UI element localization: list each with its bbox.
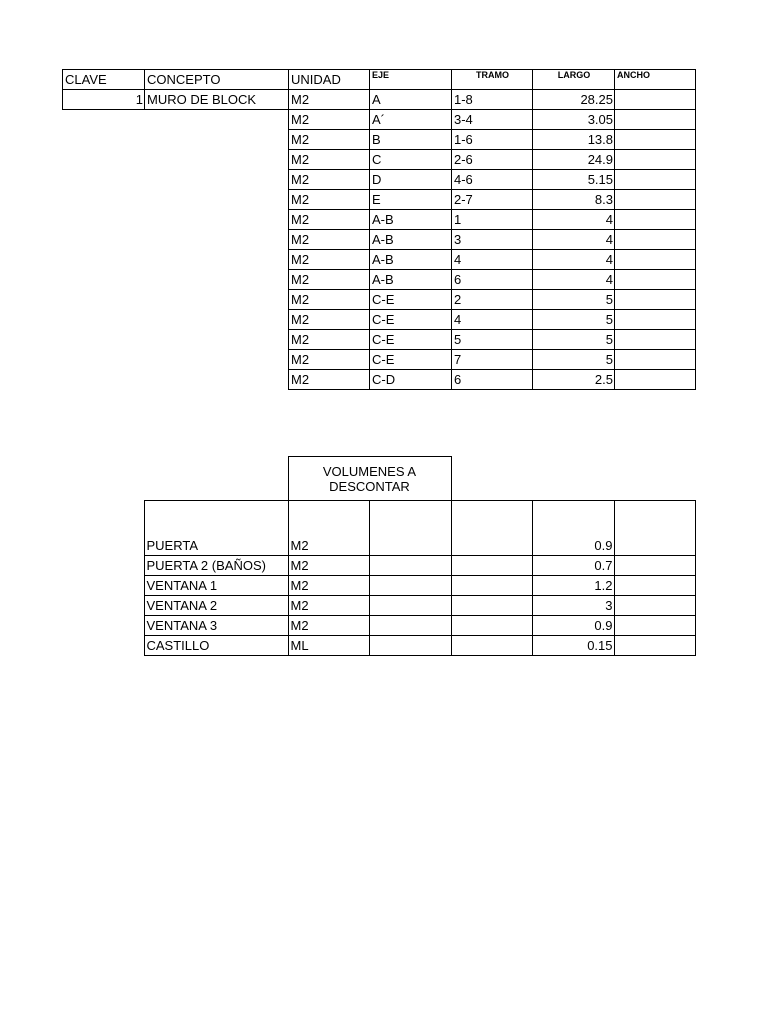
cell-largo: 5 [533,310,615,330]
cell-largo: 2.5 [533,370,615,390]
table-row [63,110,696,130]
cell-unidad: M2 [288,501,369,556]
table-row [63,270,696,290]
cell-largo: 8.3 [533,190,615,210]
cell-empty [451,556,532,576]
table-row [62,636,695,656]
cell-largo: 0.9 [532,501,614,556]
cell-largo: 5 [533,290,615,310]
cell-ancho [615,350,696,370]
cell-unidad: ML [288,636,369,656]
cell-concepto: VENTANA 1 [144,576,288,596]
header-largo: LARGO [533,70,615,90]
table-row [63,210,696,230]
cell-eje: A-B [370,250,452,270]
cell-tramo: 7 [452,350,533,370]
cell-unidad: M2 [289,290,370,310]
cell-unidad: M2 [288,596,369,616]
cell-eje: C-E [370,310,452,330]
cell-empty [369,576,451,596]
cell-ancho [614,501,695,556]
cell-eje: C [370,150,452,170]
cell-eje: E [370,190,452,210]
cell-ancho [615,370,696,390]
cell-tramo: 6 [452,370,533,390]
cell-empty [451,596,532,616]
cell-concepto: CASTILLO [144,636,288,656]
cell-ancho [615,310,696,330]
cell-largo: 0.15 [532,636,614,656]
cell-eje: C-E [370,290,452,310]
cell-largo: 3.05 [533,110,615,130]
cell-largo: 5 [533,350,615,370]
cell-empty [451,576,532,596]
cell-largo: 4 [533,270,615,290]
header-tramo: TRAMO [452,70,533,90]
volumenes-a-descontar-table [62,456,696,656]
cell-unidad: M2 [289,150,370,170]
cell-largo: 24.9 [533,150,615,170]
table-row [63,350,696,370]
table-row [62,596,695,616]
table-row [63,230,696,250]
cell-tramo: 2-7 [452,190,533,210]
cell-empty [451,501,532,556]
cell-largo: 4 [533,250,615,270]
cell-ancho [615,290,696,310]
cell-eje: C-E [370,350,452,370]
cell-ancho [614,556,695,576]
cell-largo: 1.2 [532,576,614,596]
discount-title: VOLUMENES A DESCONTAR [288,457,451,501]
cell-unidad: M2 [289,210,370,230]
cell-eje: C-E [370,330,452,350]
cell-empty [451,616,532,636]
cell-ancho [615,210,696,230]
cell-tramo: 4-6 [452,170,533,190]
cell-empty [369,636,451,656]
header-concepto: CONCEPTO [145,70,289,90]
cell-eje: A-B [370,210,452,230]
muro-de-block-table [62,69,696,390]
table-row [62,556,695,576]
cell-unidad: M2 [288,556,369,576]
cell-ancho [615,250,696,270]
cell-tramo: 2-6 [452,150,533,170]
cell-ancho [615,150,696,170]
cell-unidad: M2 [289,170,370,190]
table-row [63,310,696,330]
cell-clave: 1 [63,90,145,110]
cell-ancho [615,230,696,250]
cell-tramo: 1-8 [452,90,533,110]
table-row [62,501,695,556]
cell-tramo: 1 [452,210,533,230]
table-row [63,130,696,150]
cell-ancho [615,130,696,150]
cell-eje: A [370,90,452,110]
cell-tramo: 5 [452,330,533,350]
cell-ancho [615,170,696,190]
cell-empty [369,556,451,576]
cell-concepto: VENTANA 2 [144,596,288,616]
cell-unidad: M2 [289,350,370,370]
cell-unidad: M2 [289,90,370,110]
table-row [63,370,696,390]
cell-ancho [615,270,696,290]
discount-title-row [62,457,695,501]
cell-unidad: M2 [289,250,370,270]
header-eje: EJE [370,70,452,90]
cell-empty [451,636,532,656]
table-row [62,576,695,596]
table-row [63,290,696,310]
cell-eje: A´ [370,110,452,130]
cell-largo: 4 [533,230,615,250]
cell-largo: 5 [533,330,615,350]
cell-eje: A-B [370,270,452,290]
cell-tramo: 2 [452,290,533,310]
table-row [63,250,696,270]
table-row [63,190,696,210]
cell-unidad: M2 [289,310,370,330]
cell-concepto: PUERTA 2 (BAÑOS) [144,556,288,576]
cell-largo: 0.7 [532,556,614,576]
cell-unidad: M2 [289,270,370,290]
cell-unidad: M2 [289,190,370,210]
cell-eje: C-D [370,370,452,390]
table-row [63,90,696,110]
table-row [63,150,696,170]
header-row [63,70,696,90]
cell-ancho [615,190,696,210]
header-ancho: ANCHO [615,70,696,90]
cell-ancho [614,616,695,636]
cell-unidad: M2 [289,370,370,390]
cell-ancho [615,90,696,110]
cell-unidad: M2 [289,330,370,350]
cell-unidad: M2 [289,230,370,250]
cell-ancho [614,596,695,616]
cell-unidad: M2 [289,110,370,130]
cell-largo: 4 [533,210,615,230]
cell-concepto: VENTANA 3 [144,616,288,636]
cell-tramo: 3-4 [452,110,533,130]
table-row [63,330,696,350]
table-row [62,616,695,636]
cell-unidad: M2 [289,130,370,150]
header-clave: CLAVE [63,70,145,90]
cell-unidad: M2 [288,576,369,596]
cell-largo: 5.15 [533,170,615,190]
cell-ancho [614,636,695,656]
cell-concepto: MURO DE BLOCK [145,90,289,110]
table-row [63,170,696,190]
cell-tramo: 1-6 [452,130,533,150]
cell-largo: 13.8 [533,130,615,150]
cell-largo: 28.25 [533,90,615,110]
cell-eje: A-B [370,230,452,250]
cell-empty [369,616,451,636]
cell-eje: D [370,170,452,190]
header-unidad: UNIDAD [289,70,370,90]
cell-largo: 0.9 [532,616,614,636]
cell-empty [369,501,451,556]
cell-empty [369,596,451,616]
cell-ancho [614,576,695,596]
cell-tramo: 3 [452,230,533,250]
cell-largo: 3 [532,596,614,616]
cell-ancho [615,330,696,350]
cell-tramo: 4 [452,310,533,330]
cell-tramo: 4 [452,250,533,270]
cell-concepto: PUERTA [144,501,288,556]
cell-eje: B [370,130,452,150]
cell-unidad: M2 [288,616,369,636]
cell-tramo: 6 [452,270,533,290]
cell-ancho [615,110,696,130]
